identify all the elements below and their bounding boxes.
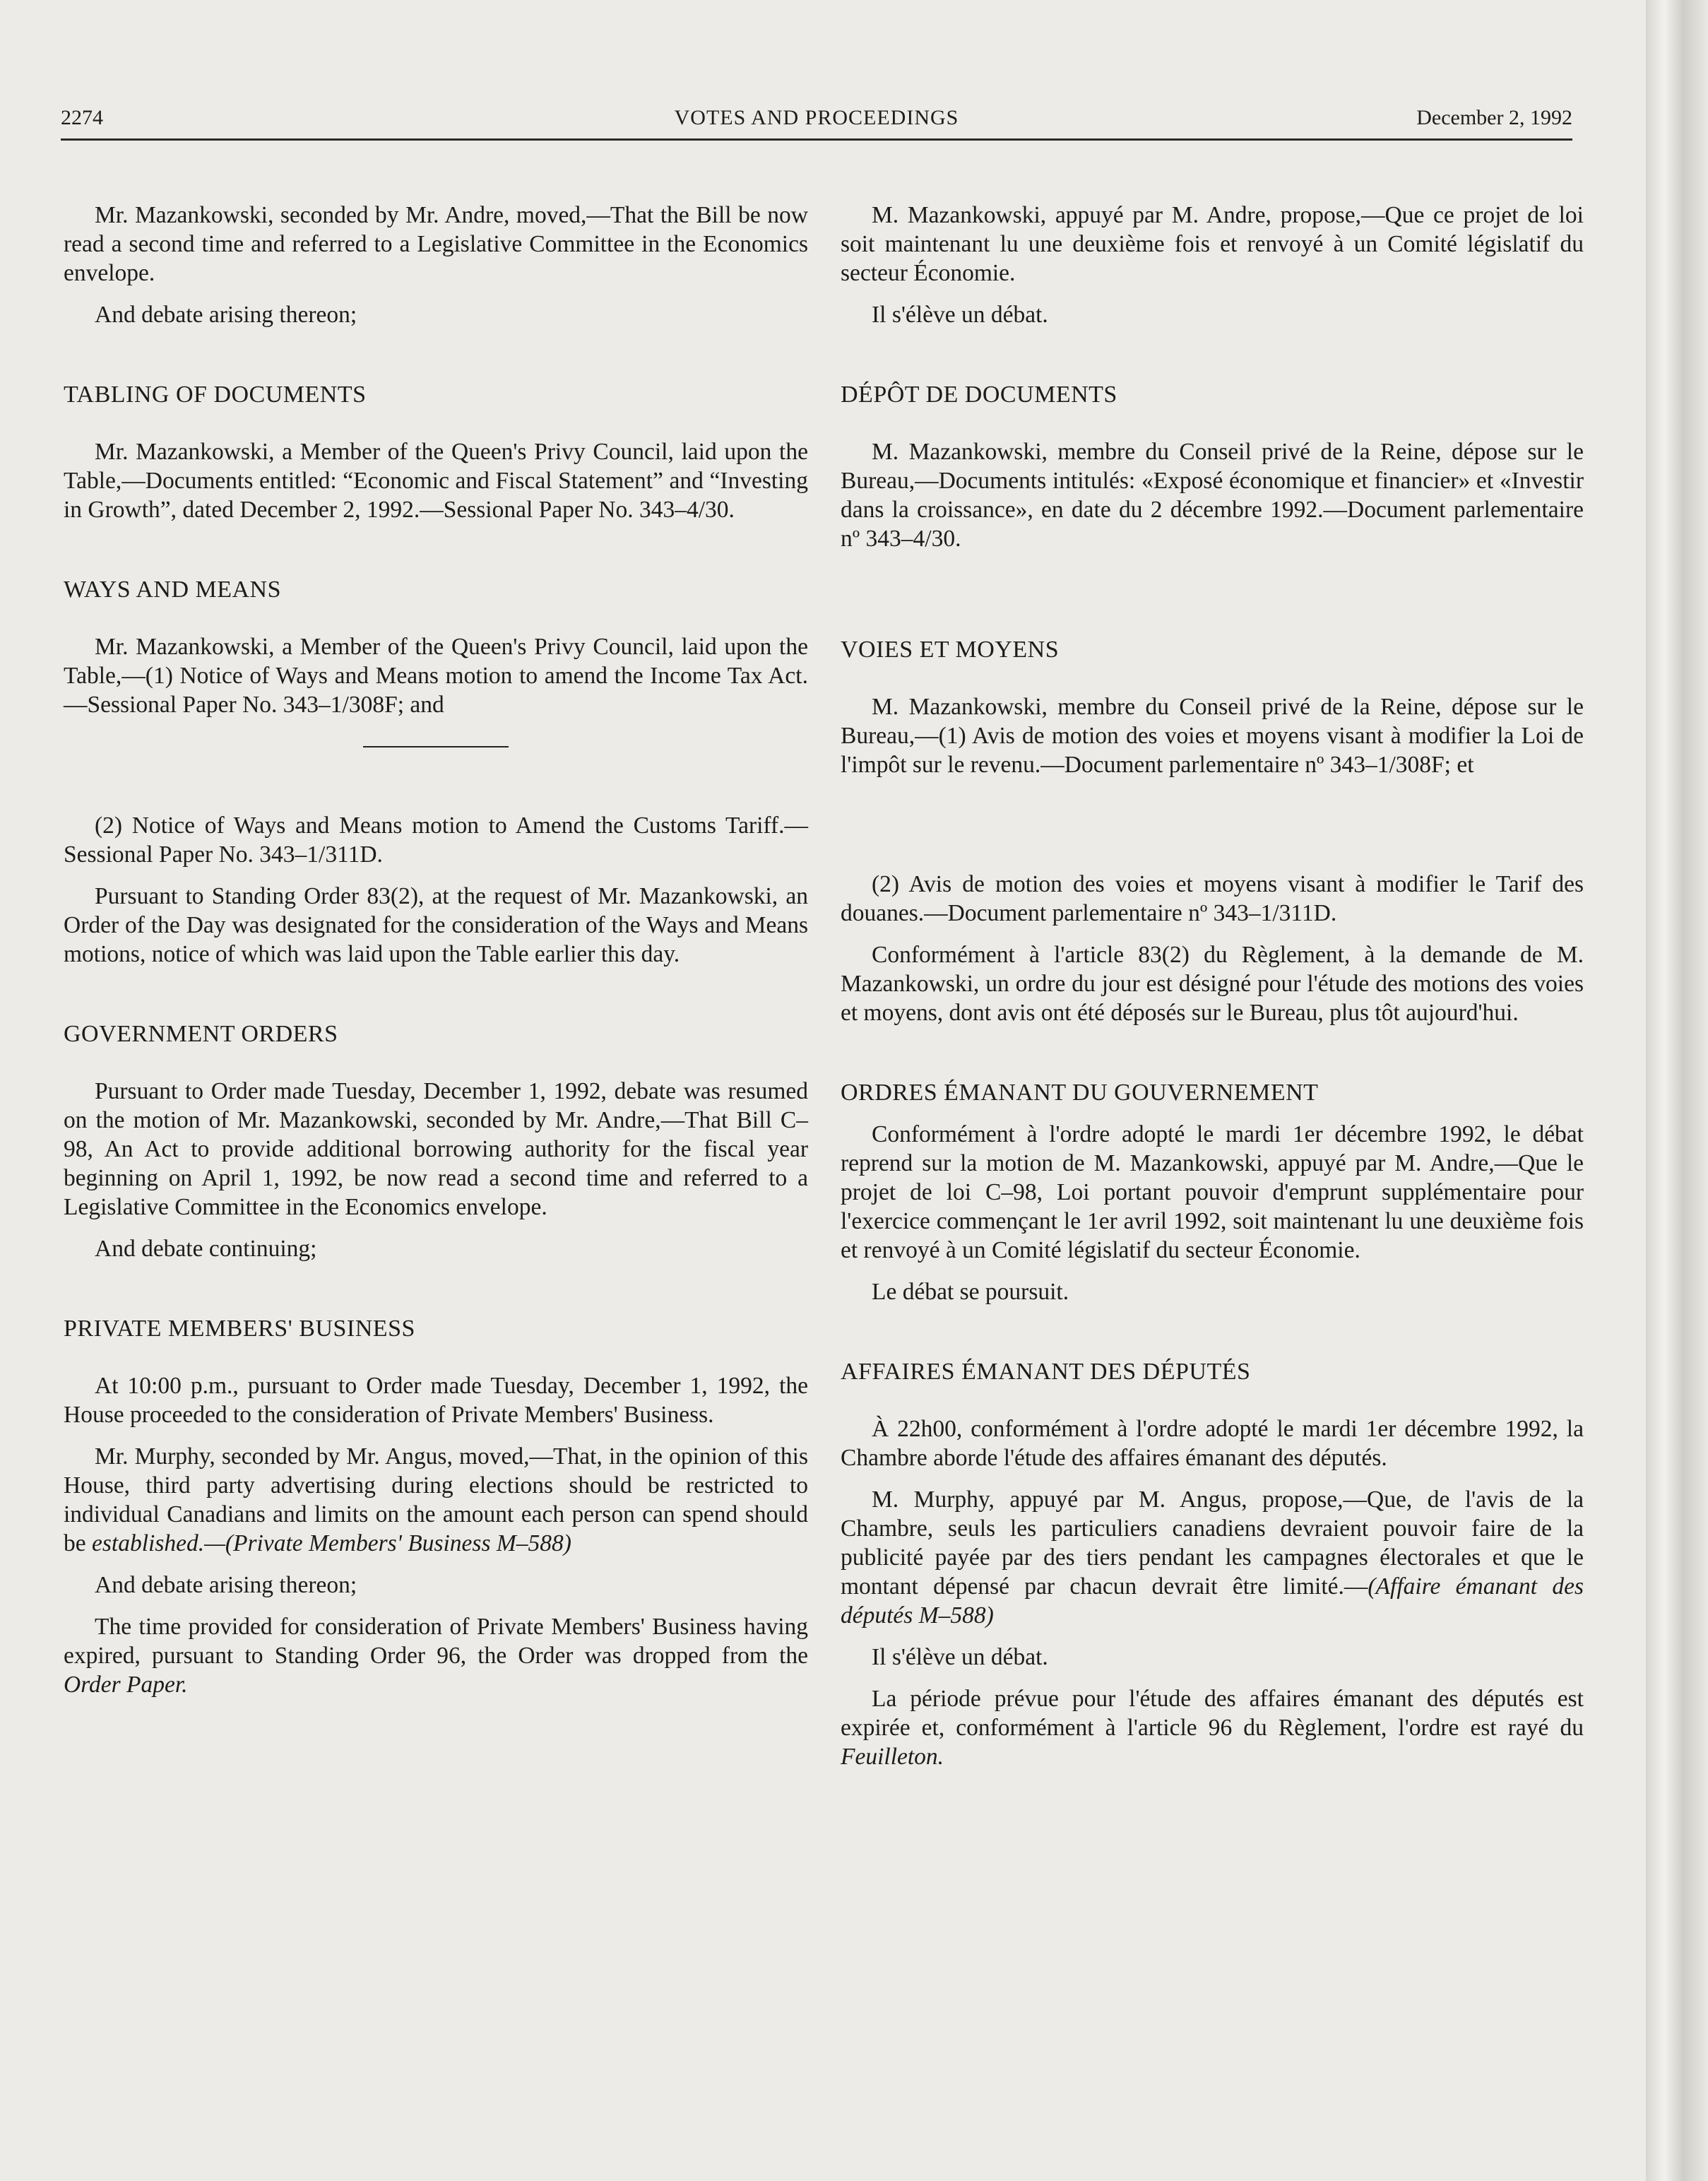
fr-tabling-paragraph: M. Mazankowski, membre du Conseil privé de la Reine, dépose sur le Bureau,—Documents intitulés: «Exposé économique et financier» et «Investir dans la croissance», en date du 2 décembre 1992.—Document parlementaire nº 343–4/30. [841, 439, 1584, 552]
fr-government-orders-debate: Le débat se poursuit. [872, 1279, 1069, 1305]
en-private-members-paragraph-1: At 10:00 p.m., pursuant to Order made Tuesday, December 1, 1992, the House proceeded to the consideration of Private Members' Business. [64, 1373, 808, 1428]
en-private-members-heading: PRIVATE MEMBERS' BUSINESS [64, 1316, 415, 1342]
en-tabling-paragraph: Mr. Mazankowski, a Member of the Queen's Privy Council, laid upon the Table,—Documents entitled: “Economic and Fiscal Statement” and “Investing in Growth”, dated December 2, 1992.—Sessional Paper No. 343–4/30. [64, 439, 808, 523]
french-column [841, 201, 1584, 1771]
en-ways-heading: WAYS AND MEANS [64, 577, 282, 603]
en-government-orders-paragraph: Pursuant to Order made Tuesday, December 1, 1992, debate was resumed on the motion of Mr. Mazankowski, seconded by Mr. Andre,—That Bill C–98, An Act to provide additional borrowing authority for the fiscal year beginning on April 1, 1992, be now read a second time and referred to a Legislative Committee in the Economics envelope. [64, 1078, 808, 1220]
en-ways-paragraph-2: (2) Notice of Ways and Means motion to Amend the Customs Tariff.—Sessional Paper No. 343–1/311D. [64, 812, 808, 868]
en-tabling-heading: TABLING OF DOCUMENTS [64, 382, 367, 408]
en-government-orders-heading: GOVERNMENT ORDERS [64, 1021, 338, 1047]
en-government-orders-debate: And debate continuing; [95, 1236, 317, 1262]
fr-private-members-expired [841, 1684, 1584, 1771]
en-private-members-expired [64, 1612, 808, 1699]
fr-ways-paragraph-1: M. Mazankowski, membre du Conseil privé de la Reine, dépose sur le Bureau,—(1) Avis de motion des voies et moyens visant à modifier la Loi de l'impôt sur le revenu.—Document parlementaire nº 343–1/308F; et [841, 694, 1584, 778]
fr-private-members-motion [841, 1485, 1584, 1630]
fr-ways-paragraph-2: (2) Avis de motion des voies et moyens visant à modifier le Tarif des douanes.—Document parlementaire nº 343–1/311D. [841, 871, 1584, 926]
fr-government-orders-paragraph: Conformément à l'ordre adopté le mardi 1er décembre 1992, le débat reprend sur la motion de M. Mazankowski, appuyé par M. Andre,—Que le projet de loi C–98, Loi portant pouvoir d'emprunt supplémentaire pour l'exercice commençant le 1er avril 1992, soit maintenant lu une deuxième fois et renvoyé à un Comité législatif du secteur Économie. [841, 1121, 1584, 1263]
fr-government-orders-heading: ORDRES ÉMANANT DU GOUVERNEMENT [841, 1080, 1319, 1106]
running-head [61, 103, 1572, 141]
journal-title: VOTES AND PROCEEDINGS [674, 106, 959, 129]
en-ways-paragraph-1: Mr. Mazankowski, a Member of the Queen's Privy Council, laid upon the Table,—(1) Notice of Ways and Means motion to amend the Income Tax Act.—Sessional Paper No. 343–1/308F; and [64, 634, 808, 718]
fr-ways-paragraph-3: Conformément à l'article 83(2) du Règlement, à la demande de M. Mazankowski, un ordre du jour est désigné pour l'étude des motions des voies et moyens, dont avis ont été déposés sur le Bureau, plus tôt aujourd'hui. [841, 942, 1584, 1026]
en-motion-text: Mr. Murphy, seconded by Mr. Angus, moved,—That, in the opinion of this House, third party advertising during elections should be restricted to individual Canadians and limits on the amount each person can spend should be [64, 1443, 808, 1556]
page-binding-edge [1646, 0, 1708, 2181]
fr-motion-text: M. Murphy, appuyé par M. Angus, propose,—Que, de l'avis de la Chambre, seuls les particuliers canadiens devraient pouvoir faire de la publicité payée par des tiers pendant les campagnes électorales et que le montant dépensé par chacun devrait être limité.— [841, 1486, 1584, 1600]
en-order-paper: Order Paper. [64, 1672, 188, 1698]
header-date: December 2, 1992 [1416, 106, 1572, 129]
en-intro-paragraph: Mr. Mazankowski, seconded by Mr. Andre, moved,—That the Bill be now read a second time and referred to a Legislative Committee in the Economics envelope. [64, 202, 808, 286]
en-expired-text: The time provided for consideration of Private Members' Business having expired, pursuant to Standing Order 96, the Order was dropped from the [64, 1614, 808, 1669]
en-ways-paragraph-3: Pursuant to Standing Order 83(2), at the request of Mr. Mazankowski, an Order of the Day was designated for the consideration of the Ways and Means motions, notice of which was laid upon the Table earlier this day. [64, 883, 808, 967]
en-motion-reference: established.—(Private Members' Business M–588) [92, 1530, 571, 1556]
fr-intro-paragraph: M. Mazankowski, appuyé par M. Andre, propose,—Que ce projet de loi soit maintenant lu une deuxième fois et renvoyé à un Comité législatif du secteur Économie. [841, 202, 1584, 286]
fr-private-members-debate: Il s'élève un débat. [872, 1644, 1048, 1670]
fr-private-members-heading: AFFAIRES ÉMANANT DES DÉPUTÉS [841, 1359, 1251, 1385]
fr-motion-reference: (Affaire émanant des députés M–588) [841, 1573, 1584, 1629]
page-number: 2274 [61, 106, 103, 129]
fr-ways-heading: VOIES ET MOYENS [841, 637, 1060, 663]
en-intro-debate: And debate arising thereon; [95, 302, 357, 328]
fr-expired-text: La période prévue pour l'étude des affaires émanant des députés est expirée et, conformément à l'article 96 du Règlement, l'ordre est rayé du [841, 1686, 1584, 1741]
en-private-members-debate: And debate arising thereon; [95, 1572, 357, 1598]
fr-intro-debate: Il s'élève un débat. [872, 302, 1048, 328]
fr-tabling-heading: DÉPÔT DE DOCUMENTS [841, 382, 1117, 408]
en-private-members-motion [64, 1442, 808, 1558]
english-column [64, 201, 808, 1699]
fr-private-members-paragraph-1: À 22h00, conformément à l'ordre adopté le mardi 1er décembre 1992, la Chambre aborde l'étude des affaires émanant des députés. [841, 1416, 1584, 1471]
fr-feuilleton: Feuilleton. [841, 1744, 944, 1770]
